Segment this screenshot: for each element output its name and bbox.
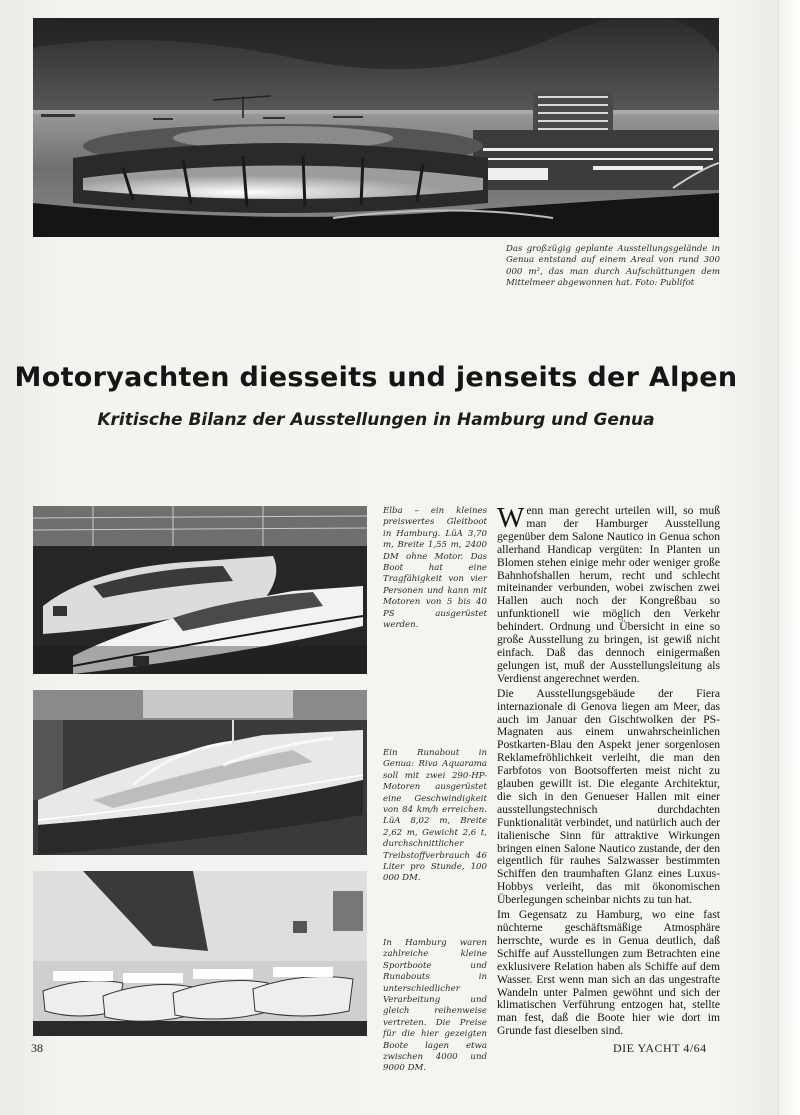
elba-boat-photo	[33, 506, 367, 674]
article-body	[497, 502, 720, 1040]
hamburg-hall-caption: In Hamburg waren zahlreiche kleine Sportboote und Runabouts in unterschiedlicher Verarbeitung und gleich reihenweise vertreten. Die Preise für die hier gezeigten Boote lagen etwa zwischen 4000 und 9000 DM.	[383, 938, 487, 1074]
exhibition-grounds-caption: Das großzügig geplante Ausstellungsgelände in Genua entstand auf einem Areal von rund 300 000 m², das man durch Aufschüttungen dem Mittelmeer abgewonnen hat. Foto: Publifot	[506, 244, 720, 289]
exhibition-grounds-photo	[33, 18, 719, 237]
riva-aquarama-photo	[33, 690, 367, 855]
article-subheadline: Kritische Bilanz der Ausstellungen in Hamburg und Genua	[97, 410, 655, 430]
article-headline: Motoryachten diesseits und jenseits der Alpen	[14, 362, 738, 393]
elba-boat-caption: Elba – ein kleines preiswertes Gleitboot in Hamburg. LüA 3,70 m, Breite 1,55 m, 2400 DM ohne Motor. Das Boot hat eine Tragfähigkeit von vier Personen und kann mit Motoren von 5 bis 40 PS ausgerüstet werden.	[383, 506, 487, 631]
page-edge	[778, 0, 800, 1115]
magazine-issue: DIE YACHT 4/64	[613, 1041, 707, 1055]
page-number: 38	[31, 1041, 43, 1055]
article-paragraph	[497, 502, 720, 686]
hamburg-hall-photo	[33, 871, 367, 1036]
article-paragraph: Die Ausstellungsgebäude der Fiera internazionale di Genova liegen am Meer, das auch im Januar den Gischtwolken der PS-Magnaten aus einem unwahrscheinlichen Postkarten-Blau den Aspekt jener sorgenlosen Reklamefröhlichkeit verleiht, die man den Farbfotos von Bootsofferten meist nicht zu glauben gewillt ist. Die elegante Architektur, die sich in den Genueser Hallen mit einer ausstellungstechnisch durchdachten Funktionalität verbindet, und natürlich auch der italienische Sinn für attraktive Wirkungen bringen einen Salone Nautico zustande, der den eigentlich für rauhes Salzwasser bestimmten Schiffen den traumhaften Glanz eines Luxus-Hobbys verleiht, das mit ökonomischen Überlegungen scheinbar nichts zu tun hat.	[497, 686, 720, 907]
article-paragraph: Im Gegensatz zu Hamburg, wo eine fast nüchterne geschäftsmäßige Atmosphäre herrschte, wurde es in Genua deutlich, daß Schiffe auf Ausstellungen zum Betrachten eine exklusivere Relation haben als Schiffe auf dem Wasser. Erst wenn man sich an das ungestrafte Wandeln unter Palmen gewöhnt und sich der klimatischen Verführung entzogen hat, stellte man fest, daß die Boote hier wie dort im Grunde fast dieselben sind.	[497, 908, 720, 1038]
riva-aquarama-caption: Ein Runabout in Genua: Riva Aquarama soll mit zwei 290-HP-Motoren ausgerüstet eine Geschwindigkeit von 84 km/h erreichen. LüA 8,02 m, Breite 2,62 m, Gewicht 2,6 t, durchschnittlicher Treibstoffverbrauch 46 Liter pro Stunde, 100 000 DM.	[383, 748, 487, 884]
paragraph-text: enn man gerecht urteilen will, so muß man der Hamburger Ausstellung gegenüber dem Salone Nautico in Genua schon allerhand Handicap vergüten: In Planten un Blomen stehen einige mehr oder weniger große Bahnhofshallen herum, recht und schlecht miteinander verbunden, wobei zwischen zwei Hallen auch noch der Kongreßbau so unfunktionell wie möglich den Verkehr behindert. Ordnung und Übersicht in eine so große Ausstellung zu bringen, ist gewiß nicht einfach. Daß das dennoch einigermaßen gelungen ist, muß der Ausstellungsleitung als Verdienst angerechnet werden.	[497, 504, 720, 685]
drop-cap: W	[497, 502, 525, 534]
